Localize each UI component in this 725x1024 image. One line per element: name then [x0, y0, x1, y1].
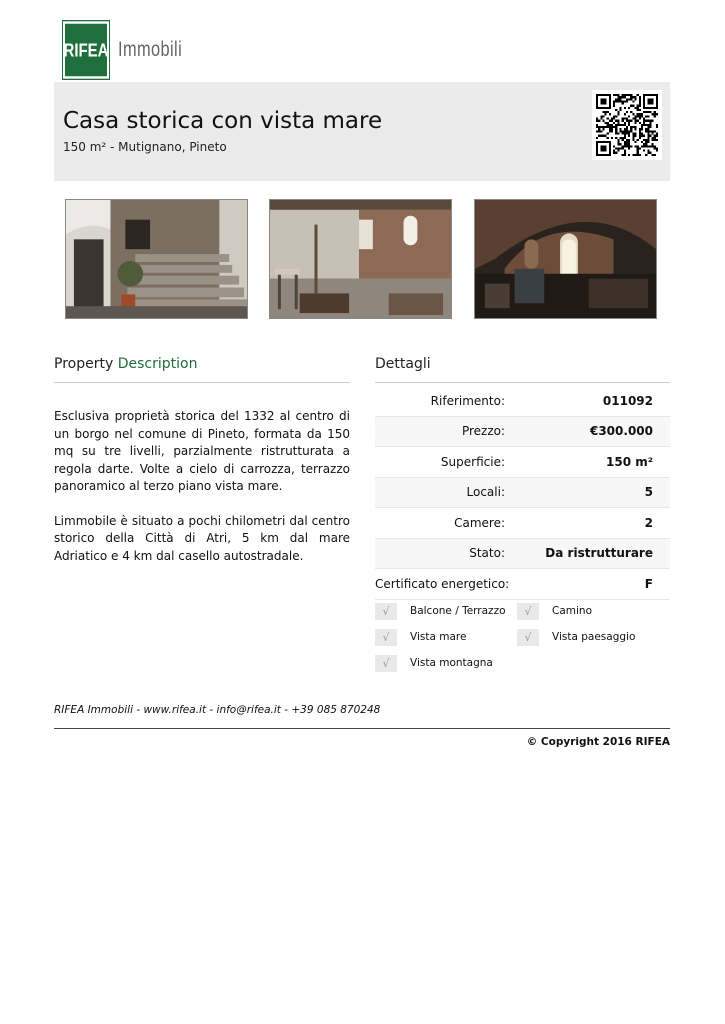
details-value: 2	[644, 515, 653, 530]
details-label: Camere:	[454, 515, 505, 530]
check-icon: √	[375, 629, 397, 646]
description-paragraph: Limmobile è situato a pochi chilometri dal centro storico della Città di Atri, 5 km dal mare Adriatico e 4 km dal casello autostradale.	[54, 513, 350, 563]
copyright-text: © Copyright 2016 RIFEA	[526, 736, 670, 748]
details-label: Superficie:	[440, 454, 505, 469]
feature-label: Vista mare	[410, 631, 467, 643]
description-heading-plain: Property	[54, 356, 114, 372]
check-icon: √	[517, 629, 539, 646]
logo-text: Immobili	[118, 38, 183, 61]
feature-label: Vista paesaggio	[552, 631, 636, 643]
check-icon: √	[375, 603, 397, 620]
details-label: Prezzo:	[461, 424, 505, 439]
details-row	[375, 539, 670, 570]
feature-item	[517, 629, 659, 646]
qr-code-icon[interactable]	[592, 90, 662, 160]
details-value: Da ristrutturare	[545, 546, 653, 561]
listing-header	[54, 82, 670, 181]
details-value: 5	[644, 485, 653, 500]
details-value: 011092	[602, 393, 653, 408]
feature-label: Balcone / Terrazzo	[410, 605, 506, 617]
details-table	[375, 386, 670, 600]
features-list	[375, 598, 670, 676]
description-heading-accent: Description	[117, 356, 198, 372]
feature-item	[517, 603, 659, 620]
details-label: Stato:	[469, 546, 505, 561]
details-row	[375, 447, 670, 478]
feature-label: Camino	[552, 605, 592, 617]
details-heading: Dettagli	[375, 356, 670, 383]
logo-mark: RIFEA	[63, 21, 109, 79]
details-row	[375, 478, 670, 509]
footer-contact: RIFEA Immobili - www.rifea.it - info@rifea.it - +39 085 870248	[54, 704, 381, 716]
check-icon: √	[375, 655, 397, 672]
interior-room-photo[interactable]	[269, 199, 452, 319]
listing-subtitle: 150 m² - Mutignano, Pineto	[63, 140, 227, 154]
feature-label: Vista montagna	[410, 657, 493, 669]
feature-item	[375, 655, 517, 672]
stone-staircase-photo[interactable]	[65, 199, 248, 319]
details-row	[375, 417, 670, 448]
details-label: Riferimento:	[430, 393, 505, 408]
details-value: 150 m²	[606, 454, 653, 469]
details-label: Locali:	[466, 485, 505, 500]
description-heading	[54, 356, 350, 383]
details-label: Certificato energetico:	[375, 576, 510, 591]
listing-title: Casa storica con vista mare	[63, 108, 383, 134]
feature-item	[375, 629, 517, 646]
description-paragraph: Esclusiva proprietà storica del 1332 al centro di un borgo nel comune di Pineto, formata da 150 mq su tre livelli, parzialmente ristrutturata a regola darte. Volte a cielo di carrozza, terrazzo panoramico al terzo piano vista mare.	[54, 409, 350, 493]
details-row	[375, 569, 670, 600]
details-row	[375, 386, 670, 417]
check-icon: √	[517, 603, 539, 620]
company-logo	[63, 27, 200, 73]
vaulted-cellar-photo[interactable]	[474, 199, 657, 319]
details-value: €300.000	[589, 424, 653, 439]
footer-divider	[54, 728, 670, 729]
feature-item	[375, 603, 517, 620]
description-body	[54, 408, 350, 582]
details-row	[375, 508, 670, 539]
details-value: F	[644, 576, 653, 591]
